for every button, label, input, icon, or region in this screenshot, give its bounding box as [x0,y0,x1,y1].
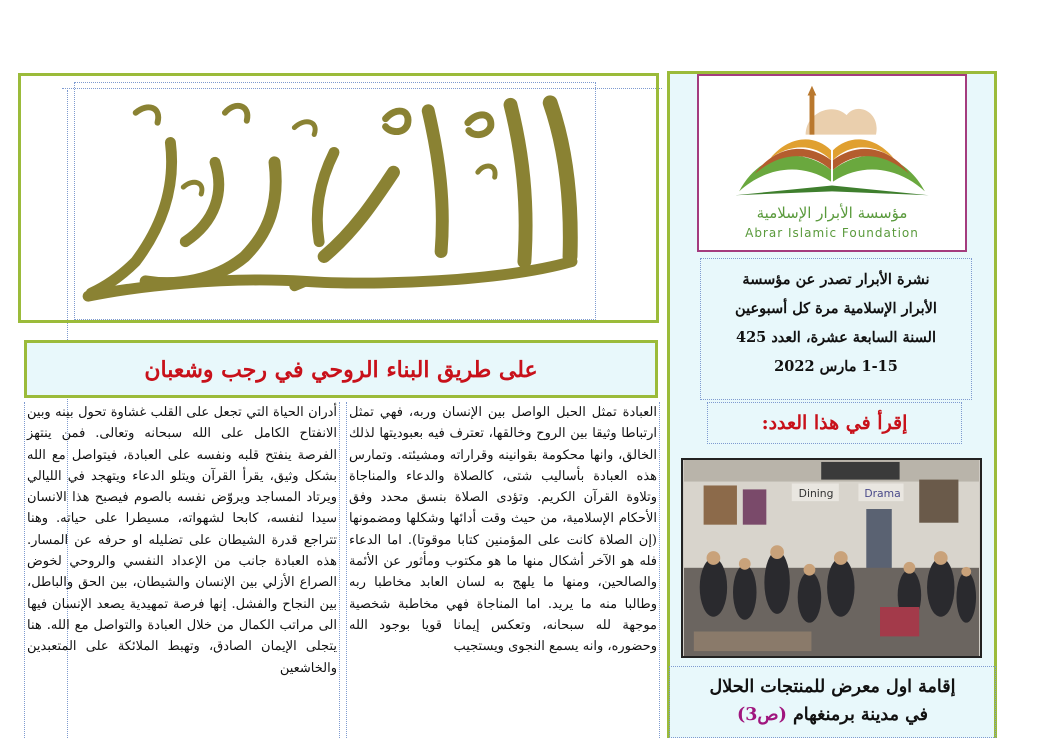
masthead-logo [74,82,596,320]
article-column-left: أدران الحياة التي تجعل على القلب غشاوة تحول بينه وبين الانفتاح الكامل على الله سبحانه وتعالى. فمن ينتهز الفرصة ينفتح قلبه ونفسه على العبادة، فيتواصل مع الله بشكل وثيق، يقرأ القرآن ويتلو الدعاء ويتهجد في الليالي ويرتاد المساجد ويروّض نفسه بالصوم فيصبح هذا الانسان سيدا لنفسه، كابحا لشهواته، مسيطرا على حياته. وهنا تتراجع قدرة الشيطان على تضليله او حرفه عن المسار. هذه العبادة جانب من الإعداد النفسي والروحي لخوض الصراع الأزلي بين الإنسان والشيطان، بين الحق والباطل، بين النجاح والفشل. إنها فرصة تمهيدية يصعد الإنسان فيها الى مراتب الكمال من خلال العبادة والتواصل مع الله. هنا يتجلى الإيمان الصادق، وتهبط الملائكة على المتعبدين والخاشعين [24,402,340,738]
article-column-right: العبادة تمثل الحبل الواصل بين الإنسان وربه، فهي تمثل ارتباطا وثيقا بين الروح وخالقها، تعترف فيه بعبوديتها لذلك الخالق، وانها محكومة بقوانينه وقراراته ومشيئته. وتمارس هذه العبادة بأساليب شتى، كالصلاة والدعاء والمناجاة وتلاوة القرآن الكريم. وتؤدى الصلاة بنسق محدد وفق الأحكام الإسلامية، من حيث وقت أدائها وشكلها ومضمونها (إن الصلاة كانت على المؤمنين كتابا موقوتا). اما الدعاء فله هو الآخر أشكال منها ما هو مكتوب ومأثور عن الأئمة والصالحين، ومنها ما يلهج به لسان العابد مخاطبا ربه وطالبا منه ما يريد. اما المناجاة فهي مخاطبة شخصية موجهة لله سبحانه، وتعكس إيمانا قويا بوجود الله وحضوره، وانه يسمع النجوى ويستجيب [346,402,660,738]
exhibition-caption[interactable] [669,666,996,738]
headline-title: على طريق البناء الروحي في رجب وشعبان [144,357,538,383]
publication-info [700,258,972,400]
caption-line-2 [670,701,995,729]
open-book-mosque-icon [699,76,965,250]
publication-info-line: الأبرار الإسلامية مرة كل أسبوعين [735,300,937,317]
dining-sign: Dining [798,487,834,501]
foundation-name-english: Abrar Islamic Foundation [745,226,919,240]
caption-line-2-text: في مدينة برمنغهام [792,705,929,725]
publication-info-line: نشرة الأبرار تصدر عن مؤسسة [742,271,930,288]
in-this-issue-heading: إقرأ في هذا العدد: [707,402,962,444]
foundation-name-arabic: مؤسسة الأبرار الإسلامية [756,204,908,222]
caption-page-ref: (ص3) [736,705,787,725]
foundation-logo [697,74,967,252]
publication-info-line: السنة السابعة عشرة، العدد 425 [736,329,936,346]
halal-exhibition-photo-icon [683,460,980,656]
calligraphy-logo-icon [75,83,595,319]
headline-banner [24,340,658,398]
publication-info-line: 1-15 مارس 2022 [774,358,898,375]
drama-sign: Drama [864,487,901,501]
exhibition-photo [681,458,982,658]
caption-line-1: إقامة اول معرض للمنتجات الحلال [709,677,956,697]
